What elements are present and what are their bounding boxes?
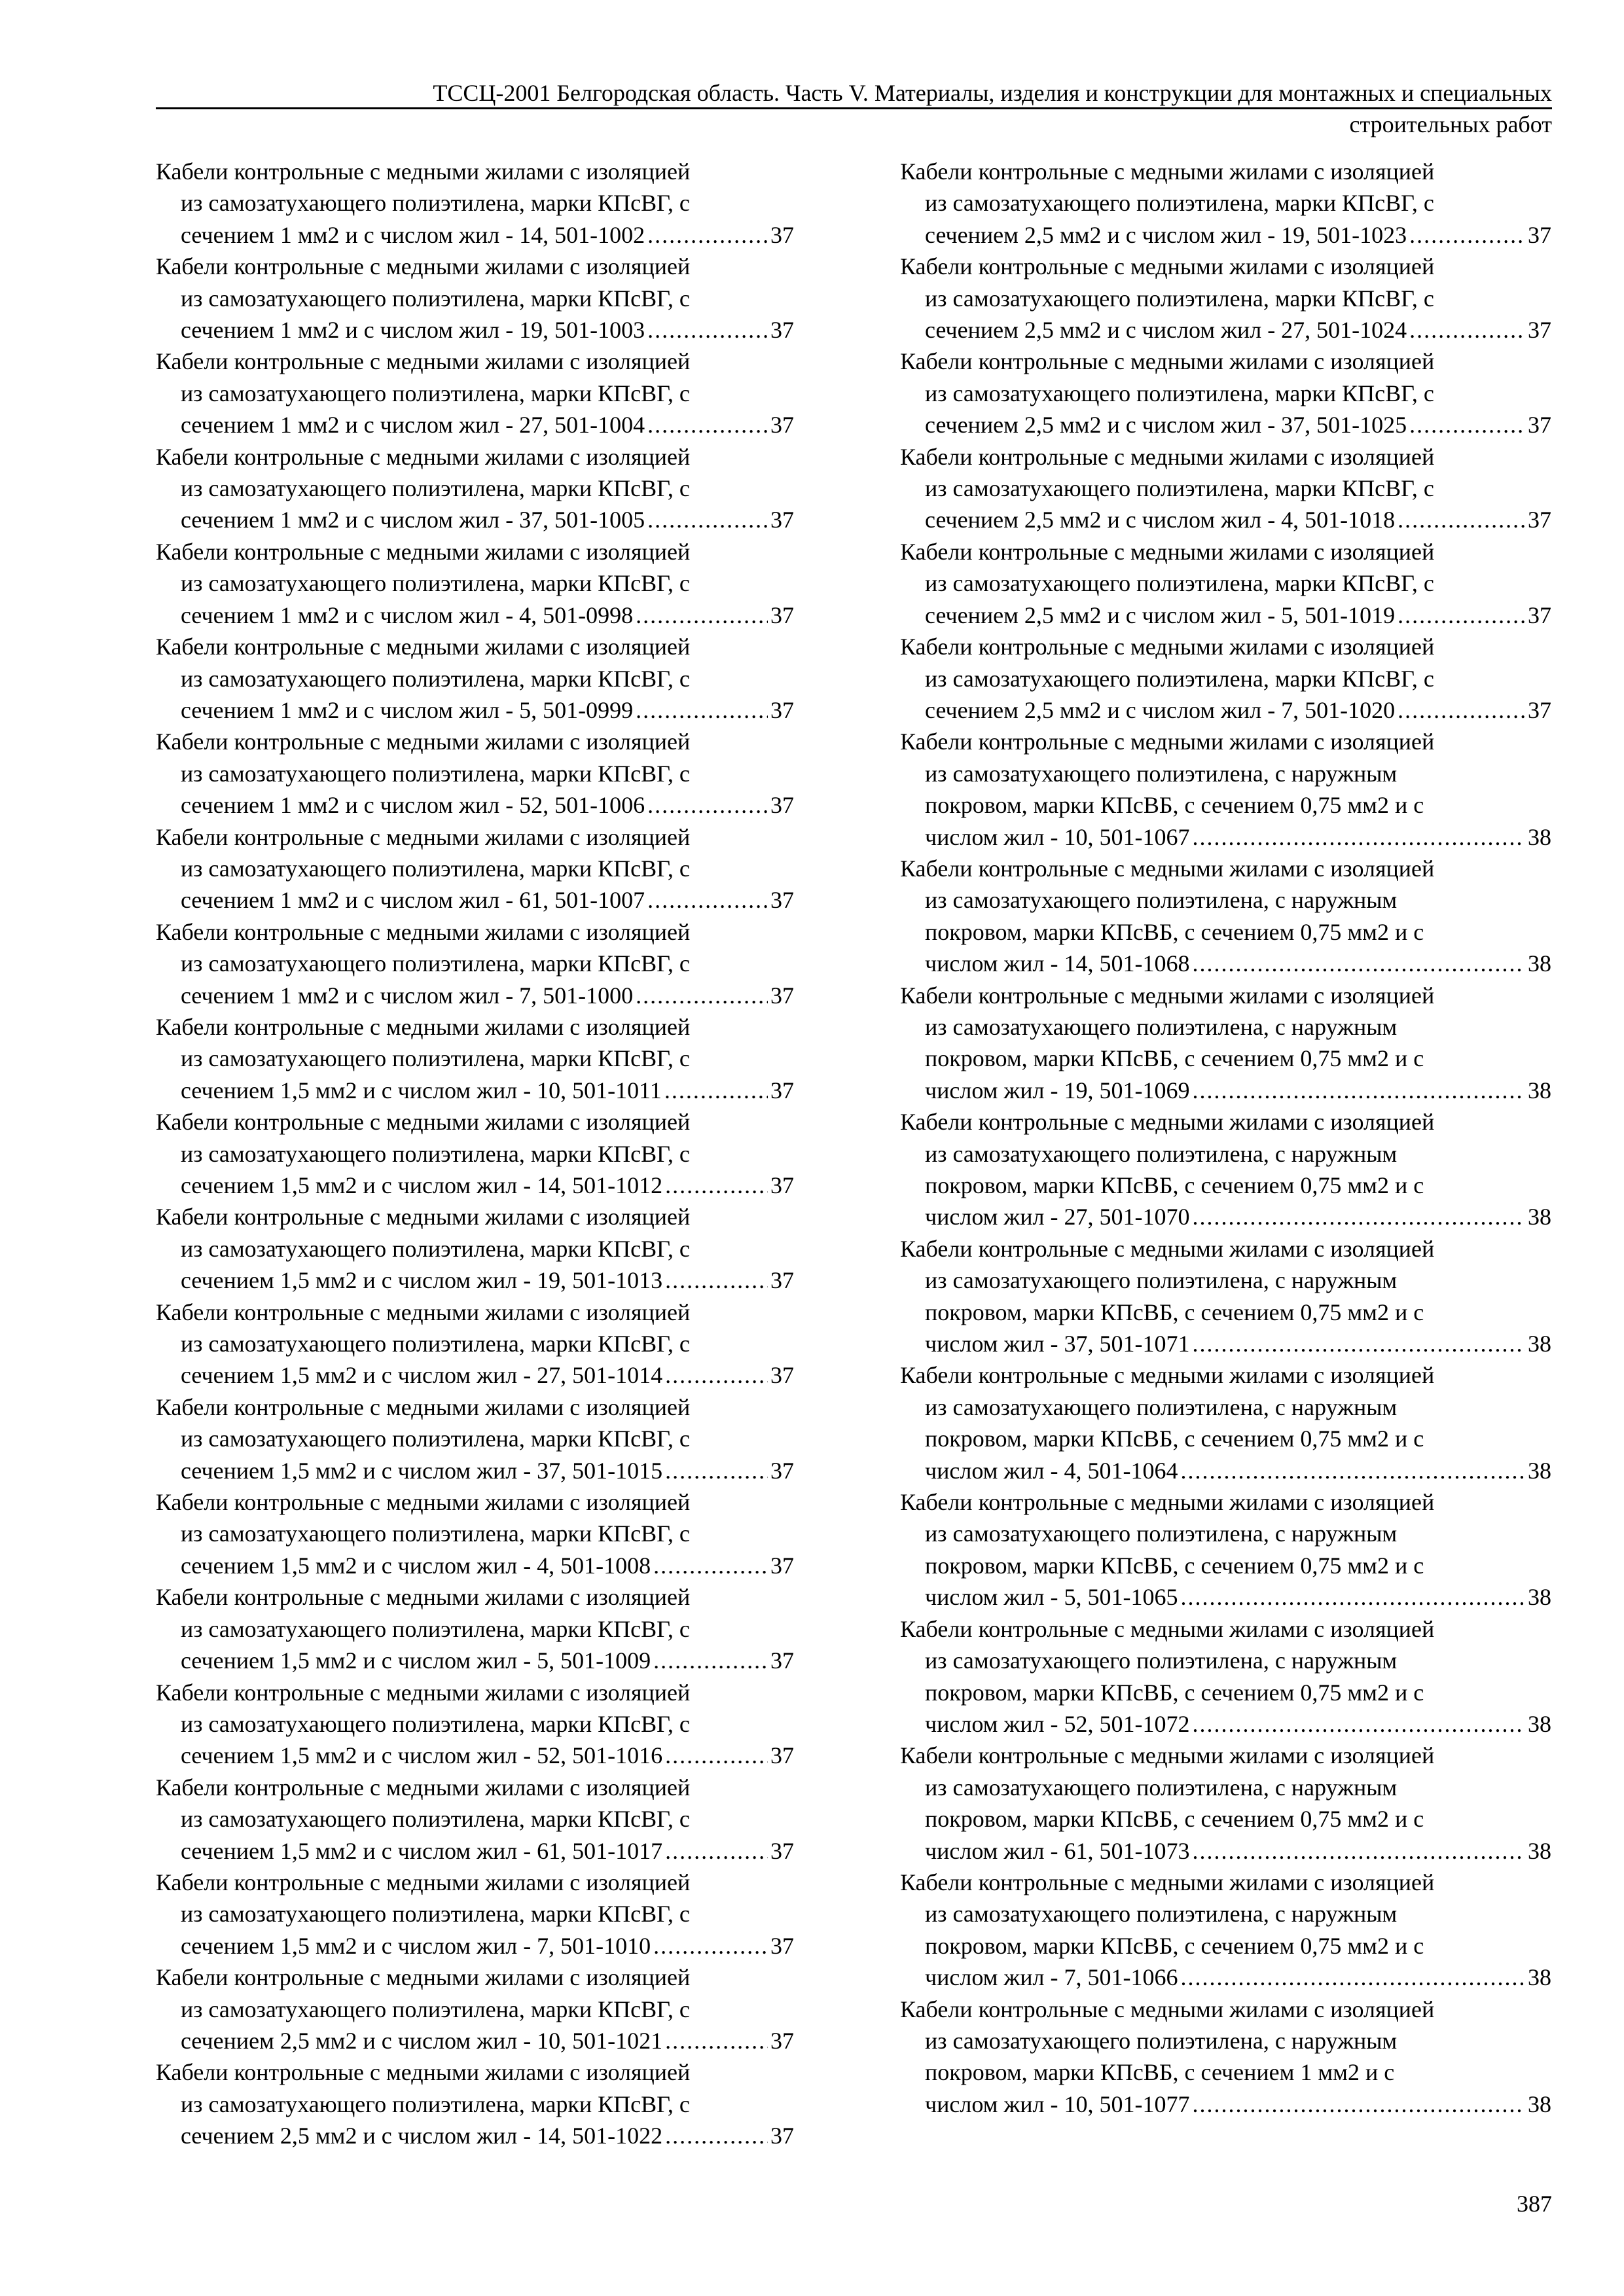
entry-page-ref: 37 xyxy=(1528,507,1551,533)
dot-leader xyxy=(647,789,768,821)
entry-text: Кабели контрольные с медными жилами с изоляцией xyxy=(900,348,1435,375)
entry-text: числом жил - 14, 501-1068 xyxy=(925,950,1190,977)
entry-text: сечением 1,5 мм2 и с числом жил - 37, 501-1015 xyxy=(181,1457,663,1484)
entry-text: Кабели контрольные с медными жилами с изоляцией xyxy=(900,855,1435,882)
entry-text: покровом, марки КПсВБ, с сечением 0,75 мм2 и с xyxy=(925,918,1424,945)
entry-text: Кабели контрольные с медными жилами с изоляцией xyxy=(156,158,691,185)
entry-text: покровом, марки КПсВБ, с сечением 0,75 мм2 и с xyxy=(925,1806,1424,1833)
entry-text: Кабели контрольные с медными жилами с изоляцией xyxy=(156,1393,691,1420)
entry-text: Кабели контрольные с медными жилами с изоляцией xyxy=(900,1362,1435,1389)
entry-text: из самозатухающего полиэтилена, с наружным xyxy=(925,1013,1398,1040)
entry-text: Кабели контрольные с медными жилами с изоляцией xyxy=(156,634,691,660)
entry-text: сечением 1 мм2 и с числом жил - 37, 501-1005 xyxy=(181,507,645,533)
entry-text: из самозатухающего полиэтилена, марки КПсВГ, с xyxy=(181,285,690,312)
index-entry xyxy=(156,1581,794,1676)
entry-text: из самозатухающего полиэтилена, марки КПсВГ, с xyxy=(181,1045,690,1072)
entry-text: из самозатухающего полиэтилена, марки КПсВГ, с xyxy=(181,1140,690,1167)
entry-text: покровом, марки КПсВБ, с сечением 0,75 мм2 и с xyxy=(925,1932,1424,1959)
entry-page-ref: 37 xyxy=(770,2027,794,2054)
index-entry xyxy=(156,631,794,726)
entry-last-line xyxy=(156,1265,794,1296)
index-entry xyxy=(900,726,1551,853)
entry-last-line xyxy=(156,1170,794,1201)
entry-page-ref: 37 xyxy=(770,2123,794,2149)
dot-leader xyxy=(1409,314,1525,346)
index-entry xyxy=(156,916,794,1011)
entry-text: числом жил - 4, 501-1064 xyxy=(925,1457,1178,1484)
entry-text: числом жил - 52, 501-1072 xyxy=(925,1710,1190,1737)
entry-text: Кабели контрольные с медными жилами с изоляцией xyxy=(900,1869,1435,1895)
dot-leader xyxy=(1409,219,1525,251)
entry-text: сечением 2,5 мм2 и с числом жил - 4, 501-1018 xyxy=(925,507,1396,533)
entry-text: из самозатухающего полиэтилена, с наружным xyxy=(925,760,1398,787)
entry-last-line xyxy=(156,884,794,916)
entry-text: из самозатухающего полиэтилена, марки КПсВГ, с xyxy=(181,760,690,787)
entry-text: покровом, марки КПсВБ, с сечением 0,75 мм2 и с xyxy=(925,1552,1424,1579)
dot-leader xyxy=(665,1359,768,1391)
dot-leader xyxy=(665,1170,768,1201)
entry-text: Кабели контрольные с медными жилами с изоляцией xyxy=(156,1204,691,1230)
entry-text: из самозатухающего полиэтилена, марки КПсВГ, с xyxy=(925,570,1434,597)
entry-text: покровом, марки КПсВБ, с сечением 0,75 мм2 и с xyxy=(925,1679,1424,1706)
entry-last-line xyxy=(156,1835,794,1867)
entry-last-line xyxy=(156,789,794,821)
entry-last-line xyxy=(156,1359,794,1391)
dot-leader xyxy=(647,219,768,251)
entry-page-ref: 37 xyxy=(770,887,794,914)
entry-last-line xyxy=(900,694,1551,726)
index-entry xyxy=(900,631,1551,726)
entry-text: Кабели контрольные с медными жилами с изоляцией xyxy=(156,1774,691,1801)
index-entry xyxy=(156,821,794,916)
index-entry xyxy=(156,1867,794,1962)
entry-text: из самозатухающего полиэтилена, марки КПсВГ, с xyxy=(181,1996,690,2022)
entry-text: из самозатухающего полиэтилена, с наружным xyxy=(925,1267,1398,1294)
entry-text: из самозатухающего полиэтилена, марки КПсВГ, с xyxy=(925,190,1434,217)
dot-leader xyxy=(653,1645,768,1676)
entry-text: сечением 2,5 мм2 и с числом жил - 14, 501-1022 xyxy=(181,2123,663,2149)
dot-leader xyxy=(1193,2089,1526,2120)
header-line-1: ТССЦ-2001 Белгородская область. Часть V. Материалы, изделия и конструкции для монтажных и специальных xyxy=(433,80,1552,106)
entry-last-line xyxy=(156,409,794,440)
entry-text: Кабели контрольные с медными жилами с изоляцией xyxy=(156,1299,691,1325)
entry-page-ref: 37 xyxy=(770,1552,794,1579)
entry-text: из самозатухающего полиэтилена, марки КПсВГ, с xyxy=(181,1331,690,1357)
dot-leader xyxy=(647,884,768,916)
index-entry xyxy=(156,346,794,440)
entry-last-line xyxy=(900,1455,1551,1486)
entry-last-line xyxy=(900,1708,1551,1740)
entry-last-line xyxy=(900,2089,1551,2120)
entry-text: из самозатухающего полиэтилена, марки КПсВГ, с xyxy=(181,1901,690,1928)
entry-text: сечением 1 мм2 и с числом жил - 27, 501-1004 xyxy=(181,412,645,439)
entry-text: Кабели контрольные с медными жилами с изоляцией xyxy=(900,1489,1435,1516)
entry-text: сечением 1,5 мм2 и с числом жил - 19, 501-1013 xyxy=(181,1267,663,1294)
index-entry xyxy=(156,1106,794,1201)
entry-page-ref: 38 xyxy=(1528,1204,1551,1230)
entry-page-ref: 38 xyxy=(1528,2090,1551,2117)
entry-text: сечением 2,5 мм2 и с числом жил - 10, 501-1021 xyxy=(181,2027,663,2054)
entry-text: покровом, марки КПсВБ, с сечением 0,75 мм2 и с xyxy=(925,1045,1424,1072)
index-entry xyxy=(156,1201,794,1296)
dot-leader xyxy=(636,980,768,1011)
dot-leader xyxy=(665,2025,768,2056)
header-line-2: строительных работ xyxy=(1349,111,1552,137)
entry-text: покровом, марки КПсВБ, с сечением 0,75 мм2 и с xyxy=(925,1299,1424,1325)
entry-text: из самозатухающего полиэтилена, марки КПсВГ, с xyxy=(181,2090,690,2117)
entry-text: из самозатухающего полиэтилена, с наружным xyxy=(925,887,1398,914)
index-entry xyxy=(900,1867,1551,1994)
entry-text: Кабели контрольные с медными жилами с изоляцией xyxy=(156,1869,691,1895)
entry-text: Кабели контрольные с медными жилами с изоляцией xyxy=(900,158,1435,185)
entry-text: числом жил - 5, 501-1065 xyxy=(925,1584,1178,1611)
dot-leader xyxy=(636,694,768,726)
entry-text: Кабели контрольные с медными жилами с изоляцией xyxy=(156,1964,691,1991)
entry-last-line xyxy=(156,1930,794,1962)
entry-text: Кабели контрольные с медными жилами с изоляцией xyxy=(900,1996,1435,2022)
entry-last-line xyxy=(900,409,1551,440)
dot-leader xyxy=(647,409,768,440)
entry-text: Кабели контрольные с медными жилами с изоляцией xyxy=(156,1109,691,1136)
entry-text: сечением 1 мм2 и с числом жил - 52, 501-1006 xyxy=(181,792,645,819)
index-entry xyxy=(900,1994,1551,2121)
entry-text: сечением 1,5 мм2 и с числом жил - 4, 501-1008 xyxy=(181,1552,651,1579)
dot-leader xyxy=(1398,694,1525,726)
entry-page-ref: 37 xyxy=(770,1172,794,1198)
entry-text: Кабели контрольные с медными жилами с изоляцией xyxy=(900,982,1435,1009)
dot-leader xyxy=(1181,1455,1526,1486)
index-entry xyxy=(156,1011,794,1106)
entry-text: из самозатухающего полиэтилена, марки КПсВГ, с xyxy=(181,665,690,692)
entry-text: сечением 1,5 мм2 и с числом жил - 10, 501-1011 xyxy=(181,1077,662,1103)
dot-leader xyxy=(1193,1201,1526,1232)
entry-text: сечением 1 мм2 и с числом жил - 4, 501-0998 xyxy=(181,601,634,628)
entry-last-line xyxy=(156,2120,794,2151)
entry-page-ref: 37 xyxy=(770,1362,794,1389)
entry-text: из самозатухающего полиэтилена, марки КПсВГ, с xyxy=(925,475,1434,502)
entry-text: Кабели контрольные с медными жилами с изоляцией xyxy=(900,1235,1435,1262)
entry-page-ref: 37 xyxy=(770,221,794,248)
entry-text: из самозатухающего полиэтилена, марки КПсВГ, с xyxy=(181,1710,690,1737)
entry-text: сечением 1 мм2 и с числом жил - 5, 501-0999 xyxy=(181,696,634,723)
entry-page-ref: 37 xyxy=(1528,317,1551,344)
entry-text: сечением 1,5 мм2 и с числом жил - 14, 501-1012 xyxy=(181,1172,663,1198)
entry-page-ref: 37 xyxy=(770,1077,794,1103)
entry-text: Кабели контрольные с медными жилами с изоляцией xyxy=(156,918,691,945)
entry-text: Кабели контрольные с медными жилами с изоляцией xyxy=(900,538,1435,565)
entry-page-ref: 37 xyxy=(770,317,794,344)
entry-page-ref: 37 xyxy=(770,412,794,439)
entry-last-line xyxy=(900,600,1551,631)
entry-text: из самозатухающего полиэтилена, с наружным xyxy=(925,1393,1398,1420)
entry-page-ref: 38 xyxy=(1528,1837,1551,1864)
dot-leader xyxy=(653,1550,768,1581)
entry-last-line xyxy=(156,1645,794,1676)
index-entry xyxy=(900,1740,1551,1867)
entry-page-ref: 37 xyxy=(770,696,794,723)
dot-leader xyxy=(665,1455,768,1486)
entry-text: Кабели контрольные с медными жилами с изоляцией xyxy=(156,2059,691,2086)
entry-page-ref: 37 xyxy=(770,1647,794,1674)
dot-leader xyxy=(1398,504,1525,535)
entry-text: из самозатухающего полиэтилена, марки КПсВГ, с xyxy=(925,665,1434,692)
entry-text: сечением 1,5 мм2 и с числом жил - 52, 501-1016 xyxy=(181,1742,663,1769)
entry-text: сечением 1,5 мм2 и с числом жил - 61, 501-1017 xyxy=(181,1837,663,1864)
entry-text: сечением 2,5 мм2 и с числом жил - 7, 501-1020 xyxy=(925,696,1396,723)
dot-leader xyxy=(1193,1075,1526,1106)
dot-leader xyxy=(664,1075,768,1106)
entry-text: Кабели контрольные с медными жилами с изоляцией xyxy=(156,1489,691,1516)
entry-text: из самозатухающего полиэтилена, марки КПсВГ, с xyxy=(925,285,1434,312)
dot-leader xyxy=(665,1265,768,1296)
entry-page-ref: 37 xyxy=(1528,696,1551,723)
entry-text: из самозатухающего полиэтилена, марки КПсВГ, с xyxy=(181,855,690,882)
entry-text: из самозатухающего полиэтилена, марки КПсВГ, с xyxy=(181,1615,690,1642)
entry-page-ref: 37 xyxy=(770,601,794,628)
entry-last-line xyxy=(156,694,794,726)
entry-text: сечением 2,5 мм2 и с числом жил - 37, 501-1025 xyxy=(925,412,1407,439)
entry-last-line xyxy=(156,219,794,251)
index-entry xyxy=(156,536,794,631)
entry-page-ref: 38 xyxy=(1528,1331,1551,1357)
entry-text: покровом, марки КПсВБ, с сечением 0,75 мм2 и с xyxy=(925,1172,1424,1198)
index-entry xyxy=(900,251,1551,346)
entry-text: Кабели контрольные с медными жилами с изоляцией xyxy=(156,1679,691,1706)
dot-leader xyxy=(1193,821,1526,853)
entry-last-line xyxy=(900,1328,1551,1359)
entry-last-line xyxy=(900,314,1551,346)
entry-text: из самозатухающего полиэтилена, с наружным xyxy=(925,1140,1398,1167)
index-entry xyxy=(156,1391,794,1486)
entry-text: из самозатухающего полиэтилена, марки КПсВГ, с xyxy=(181,950,690,977)
dot-leader xyxy=(1193,1835,1526,1867)
entry-text: Кабели контрольные с медными жилами с изоляцией xyxy=(156,823,691,850)
entry-text: Кабели контрольные с медными жилами с изоляцией xyxy=(900,443,1435,470)
index-entry xyxy=(900,1359,1551,1486)
entry-text: числом жил - 19, 501-1069 xyxy=(925,1077,1190,1103)
dot-leader xyxy=(653,1930,768,1962)
entry-text: покровом, марки КПсВБ, с сечением 0,75 мм2 и с xyxy=(925,792,1424,819)
entry-text: сечением 1,5 мм2 и с числом жил - 27, 501-1014 xyxy=(181,1362,663,1389)
index-entry xyxy=(156,441,794,536)
dot-leader xyxy=(1193,948,1526,979)
entry-page-ref: 38 xyxy=(1528,1964,1551,1991)
entry-text: из самозатухающего полиэтилена, марки КПсВГ, с xyxy=(181,1520,690,1547)
entry-page-ref: 38 xyxy=(1528,823,1551,850)
entry-text: Кабели контрольные с медными жилами с изоляцией xyxy=(156,538,691,565)
entry-last-line xyxy=(156,1550,794,1581)
entry-text: сечением 1 мм2 и с числом жил - 14, 501-1002 xyxy=(181,221,645,248)
index-entry xyxy=(900,156,1551,251)
entry-text: Кабели контрольные с медными жилами с изоляцией xyxy=(156,443,691,470)
entry-text: из самозатухающего полиэтилена, марки КПсВГ, с xyxy=(181,1235,690,1262)
dot-leader xyxy=(665,1835,768,1867)
index-column-left xyxy=(156,156,794,2152)
index-entry xyxy=(156,156,794,251)
entry-text: Кабели контрольные с медными жилами с изоляцией xyxy=(156,348,691,375)
entry-page-ref: 38 xyxy=(1528,1710,1551,1737)
dot-leader xyxy=(1181,1962,1526,1993)
entry-page-ref: 38 xyxy=(1528,1457,1551,1484)
entry-last-line xyxy=(900,1962,1551,1993)
index-entry xyxy=(156,1962,794,2056)
index-entry xyxy=(900,1233,1551,1360)
dot-leader xyxy=(1181,1581,1526,1613)
entry-last-line xyxy=(900,504,1551,535)
entry-page-ref: 37 xyxy=(770,1742,794,1769)
entry-text: числом жил - 10, 501-1077 xyxy=(925,2090,1190,2117)
entry-text: покровом, марки КПсВБ, с сечением 1 мм2 и с xyxy=(925,2059,1395,2086)
index-entry xyxy=(900,441,1551,536)
index-entry xyxy=(156,2056,794,2151)
entry-text: из самозатухающего полиэтилена, марки КПсВГ, с xyxy=(181,190,690,217)
entry-last-line xyxy=(156,504,794,535)
entry-text: из самозатухающего полиэтилена, с наружным xyxy=(925,1901,1398,1928)
entry-text: сечением 1 мм2 и с числом жил - 19, 501-1003 xyxy=(181,317,645,344)
index-entry xyxy=(900,346,1551,440)
entry-last-line xyxy=(156,980,794,1011)
entry-last-line xyxy=(900,1075,1551,1106)
entry-page-ref: 37 xyxy=(770,1267,794,1294)
entry-page-ref: 37 xyxy=(770,1932,794,1959)
entry-text: числом жил - 37, 501-1071 xyxy=(925,1331,1190,1357)
entry-page-ref: 38 xyxy=(1528,1077,1551,1103)
entry-page-ref: 37 xyxy=(770,507,794,533)
entry-page-ref: 38 xyxy=(1528,950,1551,977)
entry-text: сечением 1,5 мм2 и с числом жил - 5, 501-1009 xyxy=(181,1647,651,1674)
index-entry xyxy=(900,1106,1551,1233)
entry-page-ref: 37 xyxy=(770,1457,794,1484)
entry-text: Кабели контрольные с медными жилами с изоляцией xyxy=(156,1013,691,1040)
entry-page-ref: 37 xyxy=(1528,412,1551,439)
entry-page-ref: 37 xyxy=(770,982,794,1009)
dot-leader xyxy=(665,2120,768,2151)
entry-text: из самозатухающего полиэтилена, марки КПсВГ, с xyxy=(181,475,690,502)
dot-leader xyxy=(1409,409,1525,440)
entry-last-line xyxy=(900,1835,1551,1867)
index-entry xyxy=(900,536,1551,631)
index-entry xyxy=(900,1486,1551,1613)
entry-text: Кабели контрольные с медными жилами с изоляцией xyxy=(900,1742,1435,1769)
entry-text: числом жил - 27, 501-1070 xyxy=(925,1204,1190,1230)
entry-text: Кабели контрольные с медными жилами с изоляцией xyxy=(900,634,1435,660)
entry-text: числом жил - 7, 501-1066 xyxy=(925,1964,1178,1991)
dot-leader xyxy=(636,600,768,631)
entry-text: из самозатухающего полиэтилена, марки КПсВГ, с xyxy=(181,1426,690,1452)
entry-last-line xyxy=(900,948,1551,979)
index-entry xyxy=(900,1613,1551,1740)
entry-text: Кабели контрольные с медными жилами с изоляцией xyxy=(156,728,691,755)
entry-page-ref: 37 xyxy=(770,1837,794,1864)
entry-text: из самозатухающего полиэтилена, марки КПсВГ, с xyxy=(925,380,1434,406)
index-entry xyxy=(156,1297,794,1391)
dot-leader xyxy=(665,1740,768,1771)
running-header xyxy=(156,79,1552,137)
index-entry xyxy=(156,1772,794,1867)
entry-last-line xyxy=(900,821,1551,853)
index-entry xyxy=(900,853,1551,980)
entry-text: Кабели контрольные с медными жилами с изоляцией xyxy=(900,728,1435,755)
entry-last-line xyxy=(156,2025,794,2056)
dot-leader xyxy=(1398,600,1525,631)
entry-text: Кабели контрольные с медными жилами с изоляцией xyxy=(900,253,1435,280)
entry-text: покровом, марки КПсВБ, с сечением 0,75 мм2 и с xyxy=(925,1426,1424,1452)
dot-leader xyxy=(1193,1708,1526,1740)
entry-last-line xyxy=(900,219,1551,251)
entry-text: Кабели контрольные с медными жилами с изоляцией xyxy=(156,253,691,280)
index-column-right xyxy=(900,156,1551,2120)
entry-text: сечением 2,5 мм2 и с числом жил - 19, 501-1023 xyxy=(925,221,1407,248)
dot-leader xyxy=(647,314,768,346)
entry-text: Кабели контрольные с медными жилами с изоляцией xyxy=(156,1584,691,1611)
entry-last-line xyxy=(900,1581,1551,1613)
entry-text: сечением 2,5 мм2 и с числом жил - 27, 501-1024 xyxy=(925,317,1407,344)
entry-page-ref: 37 xyxy=(1528,601,1551,628)
dot-leader xyxy=(647,504,768,535)
entry-text: из самозатухающего полиэтилена, с наружным xyxy=(925,1520,1398,1547)
entry-text: из самозатухающего полиэтилена, марки КПсВГ, с xyxy=(181,570,690,597)
index-entry xyxy=(156,726,794,821)
entry-page-ref: 37 xyxy=(770,792,794,819)
entry-text: числом жил - 61, 501-1073 xyxy=(925,1837,1190,1864)
entry-text: сечением 2,5 мм2 и с числом жил - 5, 501-1019 xyxy=(925,601,1396,628)
entry-page-ref: 37 xyxy=(1528,221,1551,248)
entry-text: числом жил - 10, 501-1067 xyxy=(925,823,1190,850)
entry-text: из самозатухающего полиэтилена, с наружным xyxy=(925,1647,1398,1674)
entry-last-line xyxy=(156,1740,794,1771)
entry-last-line xyxy=(156,600,794,631)
entry-text: из самозатухающего полиэтилена, с наружным xyxy=(925,1774,1398,1801)
entry-last-line xyxy=(156,314,794,346)
entry-last-line xyxy=(156,1075,794,1106)
entry-text: из самозатухающего полиэтилена, с наружным xyxy=(925,2027,1398,2054)
page-number: 387 xyxy=(1517,2191,1552,2217)
entry-last-line xyxy=(900,1201,1551,1232)
entry-text: сечением 1 мм2 и с числом жил - 7, 501-1000 xyxy=(181,982,634,1009)
entry-text: из самозатухающего полиэтилена, марки КПсВГ, с xyxy=(181,380,690,406)
entry-text: сечением 1,5 мм2 и с числом жил - 7, 501-1010 xyxy=(181,1932,651,1959)
entry-text: Кабели контрольные с медными жилами с изоляцией xyxy=(900,1109,1435,1136)
entry-page-ref: 38 xyxy=(1528,1584,1551,1611)
index-entry xyxy=(156,1486,794,1581)
entry-text: Кабели контрольные с медными жилами с изоляцией xyxy=(900,1615,1435,1642)
index-entry xyxy=(900,980,1551,1107)
entry-text: сечением 1 мм2 и с числом жил - 61, 501-1007 xyxy=(181,887,645,914)
index-entry xyxy=(156,251,794,346)
entry-text: из самозатухающего полиэтилена, марки КПсВГ, с xyxy=(181,1806,690,1833)
index-entry xyxy=(156,1677,794,1772)
dot-leader xyxy=(1193,1328,1526,1359)
entry-last-line xyxy=(156,1455,794,1486)
